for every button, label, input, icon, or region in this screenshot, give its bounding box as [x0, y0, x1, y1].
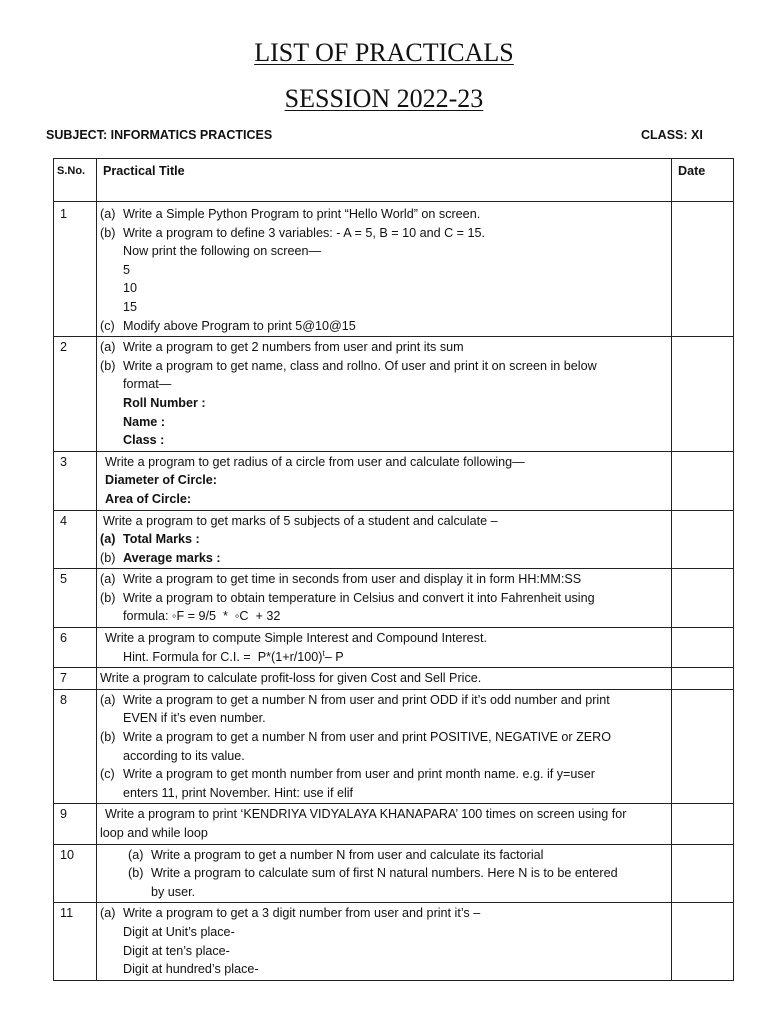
practical-title-cell — [97, 337, 672, 452]
practical-title-cell — [97, 844, 672, 903]
item-label: (b) — [100, 550, 116, 565]
item-text: format— — [123, 377, 172, 392]
practical-title-cell — [97, 510, 672, 569]
header-practical-title: Practical Title — [97, 159, 672, 202]
date-cell — [672, 804, 734, 844]
format-field: Diameter of Circle: — [105, 473, 217, 488]
table-row — [54, 668, 734, 690]
header-date: Date — [672, 159, 734, 202]
item-text: Digit at ten’s place- — [123, 943, 230, 958]
item-text: Write a program to get name, class and rollno. Of user and print it on screen in below — [123, 358, 597, 373]
table-row — [54, 337, 734, 452]
date-cell — [672, 903, 734, 980]
table-row — [54, 451, 734, 510]
format-field: Area of Circle: — [105, 491, 192, 506]
row-number: 8 — [54, 689, 97, 804]
formula-text: formula: ◦F = 9/5 * ◦C + 32 — [123, 609, 281, 624]
row-number: 7 — [54, 668, 97, 690]
session-title: SESSION 2022-23 — [284, 84, 484, 113]
practical-title-cell — [97, 668, 672, 690]
date-cell — [672, 510, 734, 569]
row-number: 3 — [54, 451, 97, 510]
item-text: Write a program to calculate profit-loss for given Cost and Sell Price. — [100, 671, 482, 686]
date-cell — [672, 844, 734, 903]
practical-title-cell — [97, 569, 672, 628]
table-row — [54, 903, 734, 980]
row-number: 4 — [54, 510, 97, 569]
practical-title-cell — [97, 628, 672, 668]
output-value: 15 — [123, 299, 138, 314]
table-header-row — [54, 159, 734, 202]
item-label: (b) — [128, 866, 144, 881]
item-label: (b) — [100, 590, 116, 605]
item-text: Modify above Program to print 5@10@15 — [123, 318, 356, 333]
item-text: Total Marks : — [123, 532, 200, 547]
practical-title-cell — [97, 202, 672, 337]
item-text: Write a program to get radius of a circle from user and calculate following— — [105, 454, 525, 469]
date-cell — [672, 202, 734, 337]
table-row — [54, 202, 734, 337]
row-number: 5 — [54, 569, 97, 628]
hint-formula-end: – P — [324, 649, 344, 664]
output-value: 5 — [123, 262, 131, 277]
item-label: (a) — [100, 207, 116, 221]
class-label: CLASS: XI — [641, 128, 703, 142]
item-text: Write a program to get a number N from user and print POSITIVE, NEGATIVE or ZERO — [123, 730, 612, 745]
date-cell — [672, 628, 734, 668]
row-number: 10 — [54, 844, 97, 903]
header-sno: S.No. — [54, 159, 97, 202]
item-text: Write a program to print ‘KENDRIYA VIDYALAYA KHANAPARA’ 100 times on screen using for — [105, 807, 627, 822]
item-text: Write a program to get a 3 digit number from user and print it’s – — [123, 906, 481, 921]
item-text: Digit at hundred’s place- — [123, 962, 259, 977]
practical-title-cell — [97, 689, 672, 804]
item-text: loop and while loop — [100, 826, 208, 840]
format-field: Name : — [123, 414, 165, 429]
item-text: Write a program to obtain temperature in Celsius and convert it into Fahrenheit using — [123, 590, 595, 605]
item-label: (b) — [100, 730, 116, 745]
hint-exponent: t — [322, 648, 325, 658]
row-number: 11 — [54, 903, 97, 980]
date-cell — [672, 451, 734, 510]
table-row — [54, 510, 734, 569]
item-label: (a) — [128, 847, 144, 862]
output-value: 10 — [123, 281, 138, 296]
practicals-table — [53, 158, 734, 981]
item-label: (a) — [100, 692, 116, 707]
item-text: Write a program to calculate sum of first N natural numbers. Here N is to be entered — [151, 866, 618, 881]
item-text: Write a program to define 3 variables: - A = 5, B = 10 and C = 15. — [123, 225, 486, 240]
item-label: (c) — [100, 767, 115, 782]
item-text: Write a program to get a number N from user and print ODD if it’s odd number and print — [123, 692, 610, 707]
format-field: Class : — [123, 433, 165, 448]
table-row — [54, 628, 734, 668]
item-text: Write a program to compute Simple Interest and Compound Interest. — [105, 631, 487, 646]
row-number: 9 — [54, 804, 97, 844]
item-text: EVEN if it’s even number. — [123, 711, 266, 726]
item-label: (a) — [100, 572, 116, 587]
table-row — [54, 689, 734, 804]
table-row — [54, 804, 734, 844]
practical-title-cell — [97, 804, 672, 844]
item-label: (a) — [100, 906, 116, 921]
item-label: (c) — [100, 318, 115, 333]
item-text: Now print the following on screen— — [123, 244, 322, 259]
date-cell — [672, 569, 734, 628]
item-text: according to its value. — [123, 748, 245, 763]
item-text: by user. — [151, 884, 196, 899]
row-number: 1 — [54, 202, 97, 337]
item-text: Digit at Unit’s place- — [123, 924, 235, 939]
item-label: (b) — [100, 358, 116, 373]
item-text: Write a program to get a number N from user and calculate its factorial — [151, 847, 544, 862]
item-text: Write a program to get time in seconds from user and display it in form HH:MM:SS — [123, 572, 582, 587]
practical-title-cell — [97, 451, 672, 510]
format-field: Roll Number : — [123, 395, 206, 410]
date-cell — [672, 337, 734, 452]
document-title: LIST OF PRACTICALS — [254, 38, 514, 67]
item-label: (a) — [100, 340, 116, 355]
item-text: Write a program to get marks of 5 subjects of a student and calculate – — [103, 513, 498, 528]
item-text: Write a program to get month number from user and print month name. e.g. if y=user — [123, 767, 595, 782]
row-number: 6 — [54, 628, 97, 668]
item-text: Average marks : — [123, 550, 221, 565]
row-number: 2 — [54, 337, 97, 452]
hint-text — [100, 648, 668, 667]
table-row — [54, 844, 734, 903]
date-cell — [672, 668, 734, 690]
item-text: enters 11, print November. Hint: use if elif — [123, 785, 354, 800]
item-text: Write a Simple Python Program to print “Hello World” on screen. — [123, 207, 481, 221]
item-label: (a) — [100, 532, 116, 547]
hint-formula: Hint. Formula for C.I. = P*(1+r/100) — [123, 649, 323, 664]
item-label: (b) — [100, 225, 116, 240]
practical-title-cell — [97, 903, 672, 980]
date-cell — [672, 689, 734, 804]
subject-label: SUBJECT: INFORMATICS PRACTICES — [46, 128, 273, 142]
item-text: Write a program to get 2 numbers from user and print its sum — [123, 340, 464, 355]
table-row — [54, 569, 734, 628]
